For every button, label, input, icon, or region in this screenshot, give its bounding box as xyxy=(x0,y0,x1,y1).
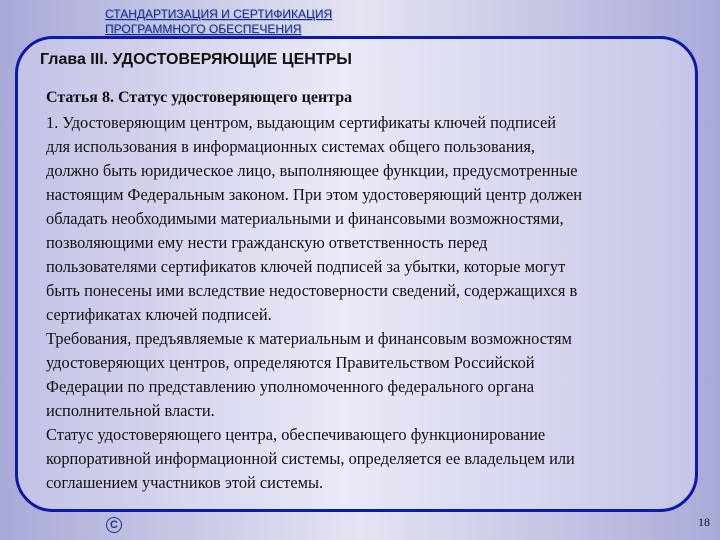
chapter-title: Глава III. УДОСТОВЕРЯЮЩИЕ ЦЕНТРЫ xyxy=(40,51,352,68)
body-line-1: 1. Удостоверяющим центром, выдающим сертификаты ключей подписей xyxy=(46,113,557,132)
body-line-2: для использования в информационных системах общего пользования, xyxy=(46,137,536,156)
body-line-15: корпоративной информационной системы, определяется ее владельцем или xyxy=(46,449,575,468)
article-body xyxy=(46,111,691,495)
article-title: Статья 8. Статус удостоверяющего центра xyxy=(46,89,353,106)
page-number: 18 xyxy=(698,515,710,529)
body-line-10: Требования, предъявляемые к материальным и финансовым возможностям xyxy=(46,329,572,348)
copyright-icon: C xyxy=(106,517,122,533)
body-line-14: Статус удостоверяющего центра, обеспечивающего функционирование xyxy=(46,425,546,444)
body-line-13: исполнительной власти. xyxy=(46,401,215,420)
presentation-header xyxy=(105,7,425,37)
body-line-4: настоящим Федеральным законом. При этом удостоверяющий центр должен xyxy=(46,185,583,204)
body-line-5: обладать необходимыми материальными и финансовыми возможностями, xyxy=(46,209,564,228)
body-line-16: соглашением участников этой системы. xyxy=(46,473,324,492)
body-line-11: удостоверяющих центров, определяются Правительством Российской xyxy=(46,353,535,372)
body-line-6: позволяющими ему нести гражданскую ответственность перед xyxy=(46,233,488,252)
body-line-12: Федерации по представлению уполномоченного федерального органа xyxy=(46,377,535,396)
body-line-3: должно быть юридическое лицо, выполняющее функции, предусмотренные xyxy=(46,161,578,180)
header-line-1: СТАНДАРТИЗАЦИЯ И СЕРТИФИКАЦИЯ xyxy=(105,7,333,21)
body-line-8: быть понесены ими вследствие недостоверности сведений, содержащихся в xyxy=(46,281,578,300)
body-line-9: сертификатах ключей подписей. xyxy=(46,305,272,324)
body-line-7: пользователями сертификатов ключей подписей за убытки, которые могут xyxy=(46,257,566,276)
header-line-2: ПРОГРАММНОГО ОБЕСПЕЧЕНИЯ xyxy=(105,22,302,36)
